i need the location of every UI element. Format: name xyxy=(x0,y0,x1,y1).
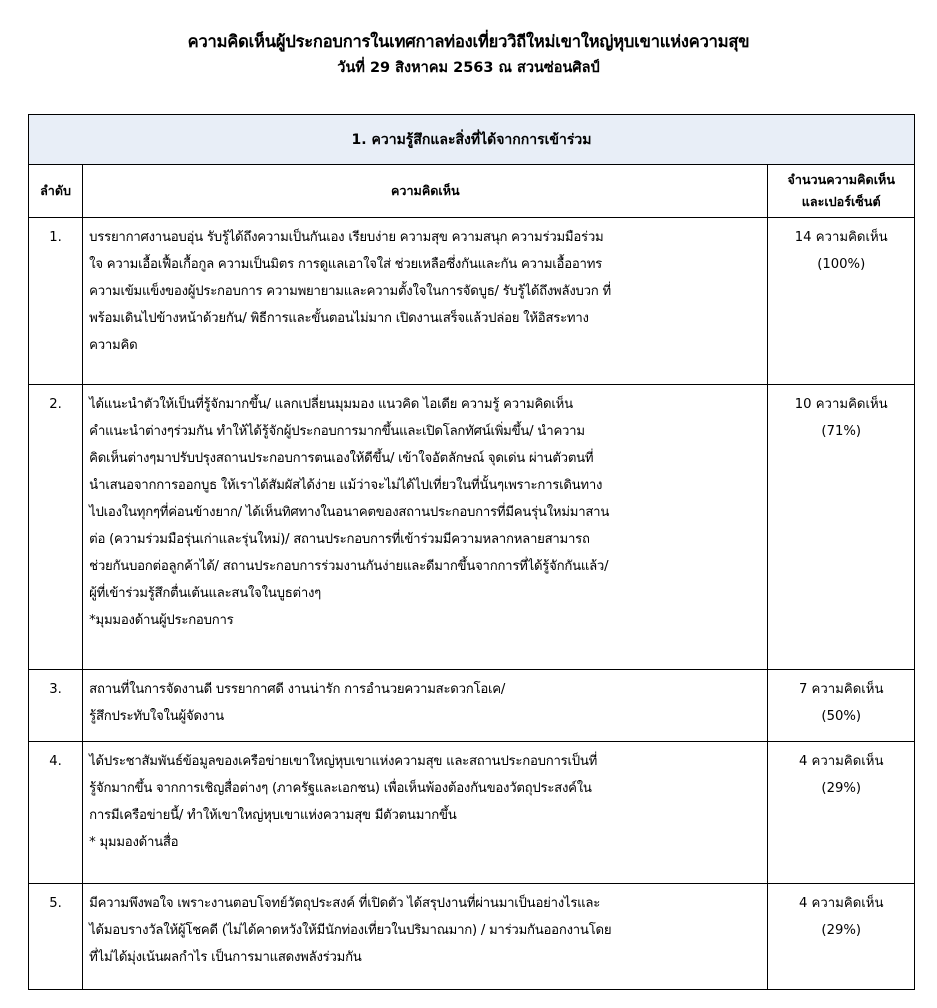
row-opinion xyxy=(83,742,768,884)
percent-value: (29%) xyxy=(821,923,862,938)
opinion-line: ช่วยกันบอกต่อลูกค้าได้/ สถานประกอบการร่วมงานกันง่ายและดีมากขึ้นจากการที่ได้รู้จักกันแล้ว/ xyxy=(89,559,609,574)
table-row xyxy=(29,218,915,385)
count-value: 7 ความคิดเห็น xyxy=(798,682,884,697)
row-count xyxy=(768,670,915,742)
header-opinion: ความคิดเห็น xyxy=(83,165,768,218)
row-number: 3. xyxy=(29,670,83,742)
row-opinion xyxy=(83,670,768,742)
opinion-line: ไปเองในทุกๆที่ค่อนข้างยาก/ ได้เห็นทิศทางในอนาคตของสถานประกอบการที่มีคนรุ่นใหม่มาสาน xyxy=(89,505,610,520)
header-no: ลำดับ xyxy=(29,165,83,218)
opinion-line: ใจ ความเอื้อเฟื้อเกื้อกูล ความเป็นมิตร การดูแลเอาใจใส่ ช่วยเหลือซึ่งกันและกัน ความเอื้ออาทร xyxy=(89,257,602,272)
table-row xyxy=(29,385,915,670)
opinion-line: บรรยากาศงานอบอุ่น รับรู้ได้ถึงความเป็นกันเอง เรียบง่าย ความสุข ความสนุก ความร่วมมือร่วม xyxy=(89,230,604,245)
opinion-line: *มุมมองด้านผู้ประกอบการ xyxy=(89,613,234,628)
opinion-line: การมีเครือข่ายนี้/ ทำให้เขาใหญ่หุบเขาแห่งความสุข มีตัวตนมากขึ้น xyxy=(89,808,457,823)
opinion-line: สถานที่ในการจัดงานดี บรรยากาศดี งานน่ารัก การอำนวยความสะดวกโอเค/ xyxy=(89,682,506,697)
opinion-line: ได้มอบรางวัลให้ผู้โชคดี (ไม่ได้คาดหวังให้มีนักท่องเที่ยวในปริมาณมาก) / มาร่วมกันออกงานโดย xyxy=(89,923,612,938)
row-count xyxy=(768,385,915,670)
percent-value: (50%) xyxy=(821,709,862,724)
row-count xyxy=(768,884,915,990)
row-opinion xyxy=(83,884,768,990)
header-count-line1: จำนวนความคิดเห็น xyxy=(787,172,895,187)
document-header xyxy=(0,28,937,81)
section-title: 1. ความรู้สึกและสิ่งที่ได้จากการเข้าร่วม xyxy=(29,115,915,165)
row-number: 4. xyxy=(29,742,83,884)
document-title: ความคิดเห็นผู้ประกอบการในเทศกาลท่องเที่ยววิถีใหม่เขาใหญ่หุบเขาแห่งความสุข xyxy=(187,32,750,51)
opinion-line: นำเสนอจากการออกบูธ ให้เราได้สัมผัสได้ง่าย แม้ว่าจะไม่ได้ไปเที่ยวในที่นั้นๆเพราะการเดินทาง xyxy=(89,478,603,493)
opinion-line: ได้ประชาสัมพันธ์ข้อมูลของเครือข่ายเขาใหญ่หุบเขาแห่งความสุข และสถานประกอบการเป็นที่ xyxy=(89,754,598,769)
document-subtitle: วันที่ 29 สิงหาคม 2563 ณ สวนซ่อนศิลป์ xyxy=(337,60,600,76)
count-value: 10 ความคิดเห็น xyxy=(794,397,888,412)
opinion-line: ความคิด xyxy=(89,338,138,353)
row-count xyxy=(768,742,915,884)
percent-value: (100%) xyxy=(817,257,866,272)
row-number: 5. xyxy=(29,884,83,990)
table-row xyxy=(29,884,915,990)
table-row xyxy=(29,670,915,742)
count-value: 4 ความคิดเห็น xyxy=(798,896,884,911)
row-opinion xyxy=(83,218,768,385)
opinion-line: ผู้ที่เข้าร่วมรู้สึกตื่นเต้นและสนใจในบูธต่างๆ xyxy=(89,586,321,601)
opinion-line: * มุมมองด้านสื่อ xyxy=(89,835,179,850)
header-count xyxy=(768,165,915,218)
opinion-line: คำแนะนำต่างๆร่วมกัน ทำให้ได้รู้จักผู้ประกอบการมากขึ้นและเปิดโลกทัศน์เพิ่มขึ้น/ นำความ xyxy=(89,424,585,439)
row-count xyxy=(768,218,915,385)
count-value: 14 ความคิดเห็น xyxy=(794,230,888,245)
opinion-table xyxy=(28,114,915,990)
opinion-line: พร้อมเดินไปข้างหน้าด้วยกัน/ พิธีการและขั้นตอนไม่มาก เปิดงานเสร็จแล้วปล่อย ให้อิสระทาง xyxy=(89,311,589,326)
opinion-line: ได้แนะนำตัวให้เป็นที่รู้จักมากขึ้น/ แลกเปลี่ยนมุมมอง แนวคิด ไอเดีย ความรู้ ความคิดเห็น xyxy=(89,397,573,412)
row-number: 1. xyxy=(29,218,83,385)
opinion-line: คิดเห็นต่างๆมาปรับปรุงสถานประกอบการตนเองให้ดีขึ้น/ เข้าใจอัตลักษณ์ จุดเด่น ผ่านตัวตนที่ xyxy=(89,451,594,466)
percent-value: (71%) xyxy=(821,424,862,439)
count-value: 4 ความคิดเห็น xyxy=(798,754,884,769)
opinion-line: รู้จักมากขึ้น จากการเชิญสื่อต่างๆ (ภาครัฐและเอกชน) เพื่อเห็นพ้องต้องกันของวัตถุประสงค์ใน xyxy=(89,781,592,796)
opinion-line: ต่อ (ความร่วมมือรุ่นเก่าและรุ่นใหม่)/ สถานประกอบการที่เข้าร่วมมีความหลากหลายสามารถ xyxy=(89,532,590,547)
table-row xyxy=(29,742,915,884)
row-opinion xyxy=(83,385,768,670)
percent-value: (29%) xyxy=(821,781,862,796)
column-header-row xyxy=(29,165,915,218)
row-number: 2. xyxy=(29,385,83,670)
section-header-row xyxy=(29,115,915,165)
opinion-line: รู้สึกประทับใจในผู้จัดงาน xyxy=(89,709,224,724)
header-count-line2: และเปอร์เซ็นต์ xyxy=(801,194,881,209)
opinion-line: ที่ไม่ได้มุ่งเน้นผลกำไร เป็นการมาแสดงพลังร่วมกัน xyxy=(89,950,362,965)
opinion-line: ความเข้มแข็งของผู้ประกอบการ ความพยายามและความตั้งใจในการจัดบูธ/ รับรู้ได้ถึงพลังบวก ที่ xyxy=(89,284,611,299)
opinion-line: มีความพึงพอใจ เพราะงานตอบโจทย์วัตถุประสงค์ ที่เปิดตัว ได้สรุปงานที่ผ่านมาเป็นอย่างไรและ xyxy=(89,896,601,911)
